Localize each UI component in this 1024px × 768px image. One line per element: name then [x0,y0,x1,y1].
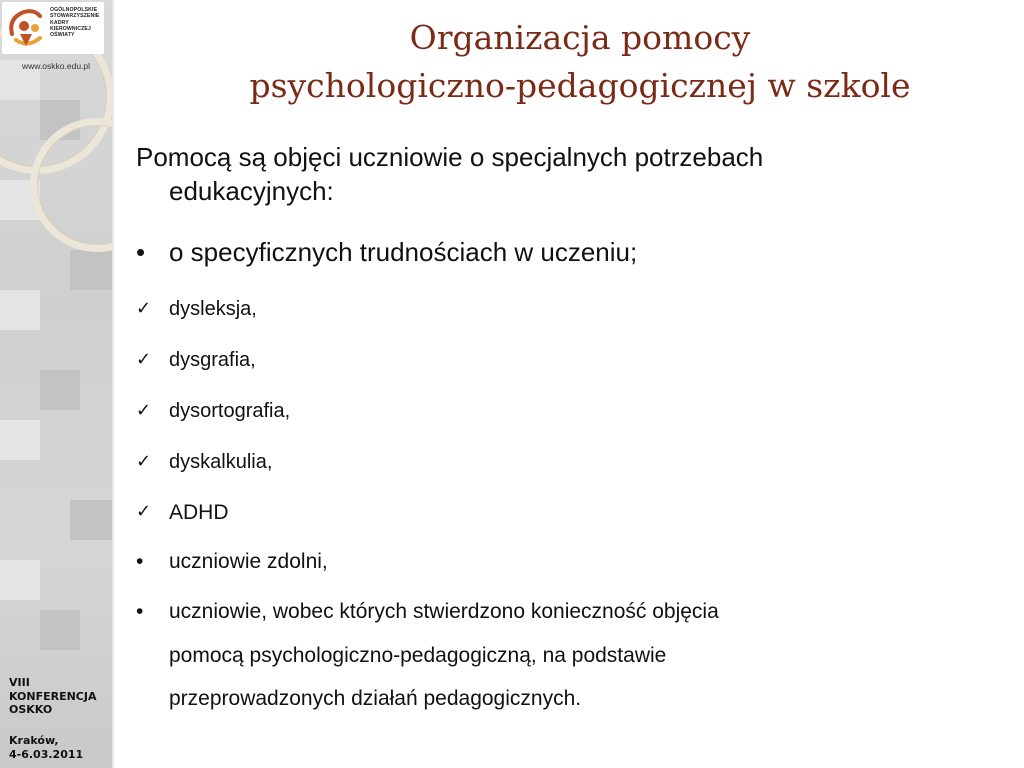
sidebar [0,0,114,768]
bullet-icon: • [136,550,144,573]
bullet-icon: • [136,600,144,623]
checkmark-icon: ✓ [136,400,152,421]
bullet-icon: • [136,237,146,267]
checkmark-icon: ✓ [136,349,152,370]
site-url: www.oskko.edu.pl [22,61,91,71]
conference-place-date: Kraków, 4-6.03.2011 [9,734,84,761]
slide-title-line: Organizacja pomocy [409,18,751,57]
slide-title-line: psychologiczno-pedagogicznej w szkole [249,66,911,105]
intro-paragraph: Pomocą są objęci uczniowie o specjalnych potrzebach edukacyjnych: [136,142,764,206]
checkmark-icon: ✓ [136,298,152,319]
checkmark-icon: ✓ [136,451,152,472]
logo-org-name: OGÓLNOPOLSKIE STOWARZYSZENIE KADRY KIEROWNICZEJ OŚWIATY [50,7,100,39]
conference-label: VIII KONFERENCJA OSKKO [9,676,97,716]
oskko-logo-mark-icon [4,4,50,52]
checkmark-icon: ✓ [136,501,152,522]
slide-body: Pomocą są objęci uczniowie o specjalnych potrzebach edukacyjnych: • o specyficznych trudnościach w uczeniu; ✓ dysleksja, ✓ dysgrafia, ✓ dysortografia, ✓ dyskalkulia, ✓ ADHD • uczniowie zdolni, • uczniowie, wobec których stwierdzono konieczność objęcia pomocą psychologiczno-pedagogiczną, na podstawie przeprowadzonych działań pedagogicznych. [136,140,1016,208]
oskko-logo [2,2,104,54]
slide-title [150,14,1010,110]
